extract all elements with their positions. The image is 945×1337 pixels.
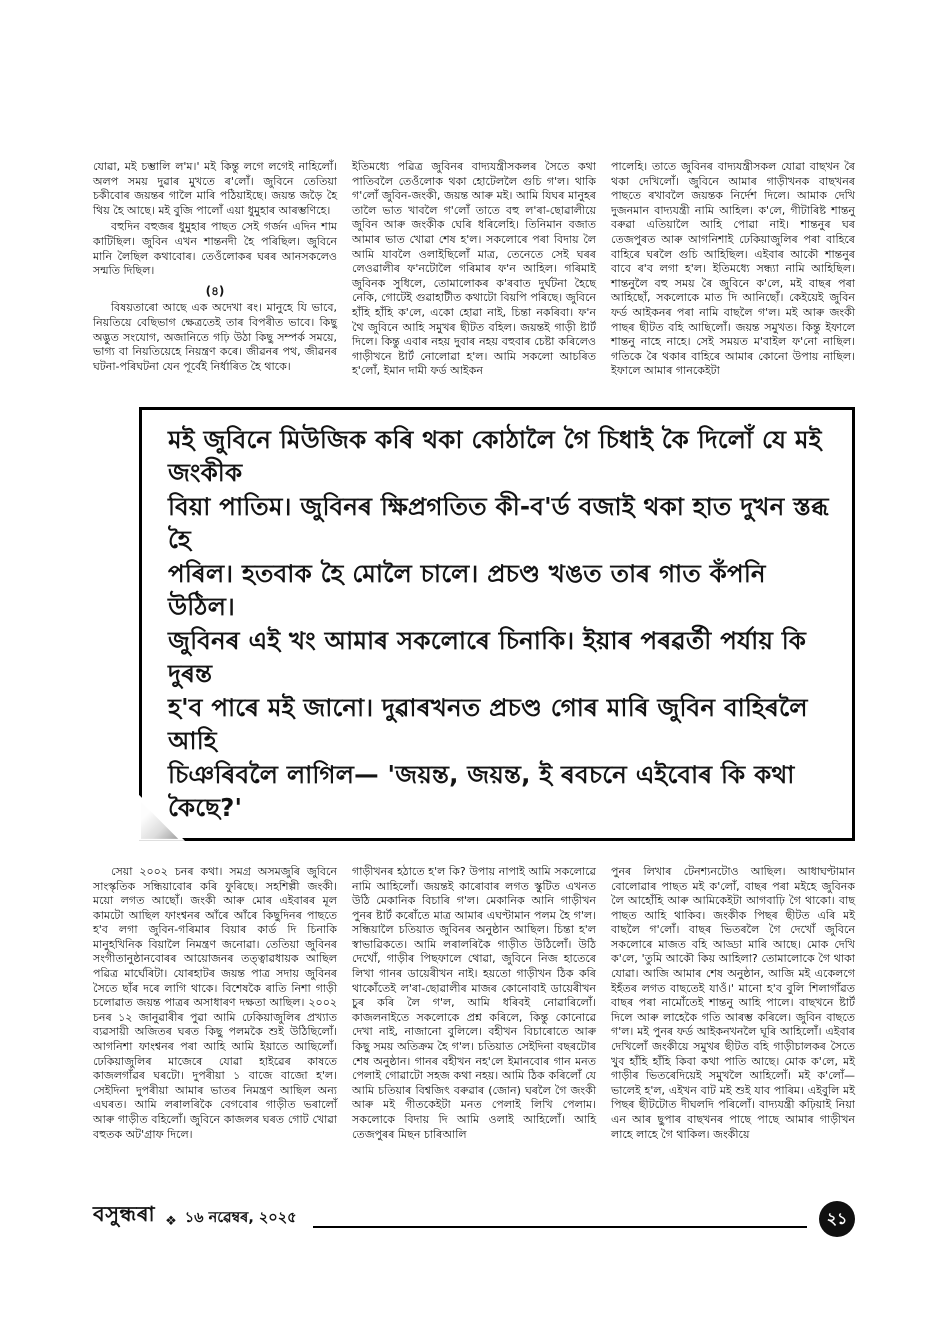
- pull-quote-line: বিয়া পাতিম। জুবিনৰ ক্ষিপ্ৰগতিত কী-ব'ৰ্ড বজাই থকা হাত দুখন স্তব্ধ হৈ: [168, 491, 829, 555]
- magazine-name: বসুন্ধৰা: [93, 1202, 156, 1226]
- paragraph: পালেহি। তাতে জুবিনৰ বাদ্যযন্ত্ৰীসকল যোৱা বাছখন ৰৈ থকা দেখিলোঁ। জুবিনে আমাৰ গাড়ীখনক বাছখনৰ পাছতে ৰখাবলৈ জয়ন্তক নিৰ্দেশ দিলে। আমাক দেখি দুজনমান বাদ্যযন্ত্ৰী নামি আহিল। ক'লে, গীটাৰিষ্ট শান্তনু বৰুৱা এতিয়ালৈ আহি পোৱা নাই। শান্তনুৰ ঘৰ তেজপুৰত আৰু আগনিশাই ঢেকিয়াজুলিৰ পৰা বাহিৰে বাহিৰে ঘৰলৈ গুচি আহিছিল। এইবাৰ আকৌ শান্তনুৰ বাবে ৰ'ব লগা হ'ল। ইতিমধ্যে সন্ধ্যা নামি আহিছিল। শান্তনুলৈ বহু সময় ৰৈ জুবিনে ক'লে, মই বাছৰ পৰা আহিছোঁ, সকলোকে মাত দি আনিছোঁ। কেইয়েই জুবিন ফৰ্ড আইকনৰ পৰা নামি বাছলৈ গ'ল। মই আৰু জংকী পাছৰ ছীটত বহি আছিলোঁ। জয়ন্ত সমুখত। কিন্তু ইফালে শান্তনু নাহে নাহে। সেই সময়ত ম'বাইল ফ'নো নাছিল। গতিকে ৰৈ থকাৰ বাহিৰে আমাৰ কোনো উপায় নাছিল। ইফালে আমাৰ গানকেইটা: [611, 160, 855, 378]
- paragraph: বিষয়তাৰো আছে এক অদেখা ৰং। মানুহে যি ভাবে, নিয়তিয়ে বেছিভাগ ক্ষেত্ৰতেই তাৰ বিপৰীত ভাবে। কিছু অদ্ভুত সংযোগ, অজানিতে গঢ়ি উঠা কিছু সম্পৰ্ক সময়ে, ভাগ্য বা নিয়তিয়েহে নিয়ন্ত্ৰণ কৰে। জীৱনৰ পথ, জীৱনৰ ঘটনা-পৰিঘটনা যেন পূৰ্বেই নিৰ্ধাৰিত হৈ থাকে।: [93, 301, 337, 373]
- footer-rule: [313, 1226, 807, 1228]
- paragraph: গাড়ীখনৰ হঠাতে হ'ল কি? উপায় নাপাই আমি সকলোৱে নামি আহিলোঁ। জয়ন্তই কাৰোবাৰ লগত স্কুটিত এখনত উঠি মেকানিক বিচাৰি গ'ল। মেকানিক আনি গাড়ীখন পুনৰ ষ্টাৰ্ট কৰোঁতে মাত্ৰ আমাৰ এঘণ্টামান পলম হৈ গ'ল। সন্ধিয়ালৈ চতিয়াত জুবিনৰ অনুষ্ঠান আছিল। চিন্তা হ'ল স্বাভাৱিকতে। আমি লৰালৰিকৈ গাড়ীত উঠিলোঁ। উঠি দেখোঁ, গাড়ীৰ পিছফালে থোৱা, জুবিনে নিজ হাতেৰে লিখা গানৰ ডায়েৰীখন নাই। হয়তো গাড়ীখন ঠিক কৰি থাকোঁতেই ল'ৰা-ছোৱালীৰ মাজৰ কোনোবাই ডায়েৰীখন চুৰ কৰি লৈ গ'ল, আমি ধৰিবই নোৱাৰিলোঁ। কাজলনাইতে সকলোকে প্ৰশ্ন কৰিলে, কিন্তু কোনোৱে দেখা নাই, নাজানো বুলিলে। বহীখন বিচাৰোতে আৰু কিছু সময় অতিক্ৰম হৈ গ'ল। চতিয়াত সেইদিনা বছৰটোৰ শেষ অনুষ্ঠান। গানৰ বহীখন নহ'লে ইমানবোৰ গান মনত পেলাই গোৱাটো সহজ কথা নহয়। আমি ঠিক কৰিলোঁ যে আমি চতিয়াৰ বিশ্বজিৎ বৰুৱাৰ (জোন) ঘৰলৈ গৈ জংকী আৰু মই গীতকেইটা মনত পেলাই লিখি পেলাম। সকলোকে বিদায় দি আমি ওলাই আহিলোঁ। আহি তেজপুৰৰ মিছন চাৰিআলি: [352, 864, 596, 1141]
- ornament-icon: ❖: [165, 1214, 177, 1229]
- top-column-1: [93, 160, 337, 379]
- paragraph: ইতিমধ্যে পৱিত্ৰ জুবিনৰ বাদ্যযন্ত্ৰীসকলৰ সৈতে কথা পাতিবলৈ তেওঁলোক থকা হোটেললৈ গুচি গ'ল। থাকি গ'লোঁ জুবিন-জংকী, জয়ন্ত আৰু মই। আমি যিঘৰ মানুহৰ তালৈ ভাত খাবলৈ গ'লোঁ তাতে বহু ল'ৰা-ছোৱালীয়ে জুবিন আৰু জংকীক ঘেৰি ধৰিলেহি। তিনিমান বজাত আমাৰ ভাত খোৱা শেষ হ'ল। সকলোৰে পৰা বিদায় লৈ আমি যাবলৈ ওলাইছিলোঁ মাত্ৰ, তেনেতে সেই ঘৰৰ লেওৱালীৰ ফ'নটোলৈ গৰিমাৰ ফ'ন আহিল। গৰিমাই জুবিনক সুধিলে, তোমালোকৰ ক'ৰবাত দুৰ্ঘটনা হৈছে নেকি, গোটেই গুৱাহাটীত কথাটো বিয়পি পৰিছে। জুবিনে হাঁহি হাঁহি ক'লে, একো হোৱা নাই, চিন্তা নকৰিবা। ফ'ন থৈ জুবিনে আহি সমুখৰ ছীটত বহিল। জয়ন্তই গাড়ী ষ্টাৰ্ট দিলে। কিন্তু এবাৰ নহয় দুবাৰ নহয় বহুবাৰ চেষ্টা কৰিলেও গাড়ীখনে ষ্টাৰ্ট নোলোৱা হ'ল। আমি সকলো আচৰিত হ'লোঁ, ইমান দামী ফৰ্ড আইকন: [352, 160, 596, 378]
- paragraph: যোৱা, মই চম্ভালি ল'ম।' মই কিন্তু লগে লগেই নাহিলোঁ। অলপ সময় দুৱাৰ মুখতে ৰ'লোঁ। জুবিনে তেতিয়া চকীবোৰ জয়ন্তৰ গালৈ মাৰি পঠিয়াইছে। জয়ন্ত জড়ৈ হৈ থিয় হৈ আছে। মই বুজি পালোঁ এয়া ধুমুহাৰ আৰম্ভণিহে।: [93, 160, 337, 217]
- page-footer: [93, 1198, 855, 1233]
- bottom-columns: [93, 865, 855, 1142]
- pull-quote-line: মই জুবিনে মিউজিক কৰি থকা কোঠালৈ গৈ চিধাই কৈ দিলোঁ যে মই জংকীক: [168, 424, 822, 488]
- top-columns: [93, 160, 855, 379]
- pull-quote-line: পৰিল। হতবাক হৈ মোলৈ চালে। প্ৰচণ্ড খঙত তাৰ গাত কঁপনি উঠিল।: [168, 558, 766, 622]
- pull-quote-line: হ'ব পাৰে মই জানো। দুৱাৰখনত প্ৰচণ্ড গোৰ মাৰি জুবিন বাহিৰলৈ আহি: [168, 692, 808, 756]
- paragraph: সেয়া ২০০২ চনৰ কথা। সমগ্ৰ অসমজুৰি জুবিনে সাংস্কৃতিক সন্ধিয়াবোৰ কৰি ফুৰিছে। সহশিল্পী জংকী। ময়ো লগত আছোঁ। জংকী আৰু মোৰ এইবাৰৰ মূল কামটো আছিল ফাংশ্বনৰ আঁৰে আঁৰে কিছুদিনৰ পাছতে হ'ব লগা জুবিন-গৰিমাৰ বিয়াৰ কাৰ্ড দি চিনাকি মানুহখিনিক বিয়ালৈ নিমন্ত্ৰণ জনোৱা। তেতিয়া জুবিনৰ সংগীতানুষ্ঠানবোৰৰ আয়োজনৰ তত্ত্বাৱধায়ক আছিল পৱিত্ৰ মাৰ্ঘেৰিটা। যোৰহাটৰ জয়ন্ত পাত্ৰ সদায় জুবিনৰ সৈতে ছাঁৰ দৰে লাগি থাকে। বিশেষকৈ ৰাতি নিশা গাড়ী চলোৱাত জয়ন্ত পাত্ৰৰ অসাধাৰণ দক্ষতা আছিল। ২০০২ চনৰ ১২ জানুৱাৰীৰ পুৱা আমি ঢেকিয়াজুলিৰ প্ৰখ্যাত ব্যৱসায়ী অজিতৰ ঘৰত কিছু পলমকৈ শুই উঠিছিলোঁ। আগনিশা ফাংশ্বনৰ পৰা আহি আমি ইয়াতে আছিলোঁ। ঢেকিয়াজুলিৰ মাজেৰে যোৱা হাইৱেৰ কাষতে কাজলগাঁৱৰ ঘৰটো। দুপৰীয়া ১ বাজে বাজো হ'ল। সেইদিনা দুপৰীয়া আমাৰ ভাতৰ নিমন্ত্ৰণ আছিল অন্য এঘৰত। আমি লৰালৰিকৈ বেগবোৰ গাড়ীত ভৰালোঁ আৰু গাড়ীত বহিলোঁ। জুবিনে কাজলৰ ঘৰত গোট খোৱা বহুতক অট'গ্ৰাফ দিলে।: [93, 864, 337, 1141]
- pull-quote-line: জুবিনৰ এই খং আমাৰ সকলোৰে চিনাকি। ইয়াৰ পৰৱৰ্তী পৰ্যায় কি দুৰন্ত: [168, 625, 807, 689]
- section-number: (৪): [205, 283, 225, 298]
- top-column-2: [352, 160, 596, 379]
- paragraph: বহুদিন বহুজৰ ধুমুহাৰ পাছত সেই গৰ্জন এদিন শাম কাটিছিল। জুবিন এখন শান্তনদী হৈ পৰিছিল। জুবিনে মানি লৈছিল কথাবোৰ। তেওঁলোকৰ ঘৰৰ আনসকলেও সন্মতি দিছিল।: [93, 220, 337, 278]
- pull-quote-box: [139, 407, 855, 841]
- page-number: ২১: [826, 1208, 848, 1228]
- pull-quote-line: চিঞৰিবলৈ লাগিল— 'জয়ন্ত, জয়ন্ত, ই ৰবচনে এইবোৰ কি কথা কৈছে?': [168, 759, 795, 823]
- paragraph: পুনৰ লিখাৰ টেনশ্যনটোও আছিল। আধাঘণ্টামান বোলোৱাৰ পাছত মই ক'লোঁ, বাছৰ পৰা মইহে জুবিনক লৈ আহোঁহি আৰু আমিকেইটা আগবাঢ়ি গৈ থাকো। বাছ পাছত আহি থাকিব। জংকীক পিছৰ ছীটত এৰি মই বাছলৈ গ'লোঁ। বাছৰ ভিতৰলৈ গৈ দেখোঁ জুবিনে সকলোৰে মাজত বহি আড্ডা মাৰি আছে। মোক দেখি ক'লে, 'তুমি আকৌ কিয় আহিলা? তোমালোকে গৈ থাকা যোৱা। আজি আমাৰ শেষ অনুষ্ঠান, আজি মই একেলগে ইহঁতৰ লগত বাছতেই যাওঁ।' মানো হ'ব বুলি শিলাগাঁৱত বাছৰ পৰা নামোঁতেই শান্তনু আহি পালে। বাছখনে ষ্টাৰ্ট দিলে আৰু লাহেকৈ গতি আৰম্ভ কৰিলে। জুবিন বাছতে গ'ল। মই পুনৰ ফৰ্ড আইকনখনলৈ ঘূৰি আহিলোঁ। এইবাৰ দেখিলোঁ জংকীয়ে সমুখৰ ছীটত বহি গাড়ীচালকৰ সৈতে খুব হাঁহি হাঁহি কিবা কথা পাতি আছে। মোক ক'লে, মই গাড়ীৰ ভিতৰেদিয়েই সমুখলৈ আহিলোঁ। মই ক'লোঁ— ভালেই হ'ল, এইখন বাট মই শুই যাব পাৰিম। এইবুলি মই পিছৰ ছীটটোত দীঘলদি পৰিলোঁ। বাদ্যযন্ত্ৰী কঢ়িয়াই নিয়া এন আৰ ছুপাৰ বাছখনৰ পাছে পাছে আমাৰ গাড়ীখন লাহে লাহে গৈ থাকিল। জংকীয়ে: [611, 864, 855, 1141]
- issue-date: ১৬ নৱেম্বৰ, ২০২৫: [184, 1210, 297, 1226]
- page-number-badge: [819, 1201, 855, 1237]
- bottom-column-2: [352, 865, 596, 1142]
- bottom-column-3: [611, 865, 855, 1142]
- article-content: [93, 160, 855, 1142]
- bottom-column-1: [93, 865, 337, 1142]
- top-column-3: [611, 160, 855, 379]
